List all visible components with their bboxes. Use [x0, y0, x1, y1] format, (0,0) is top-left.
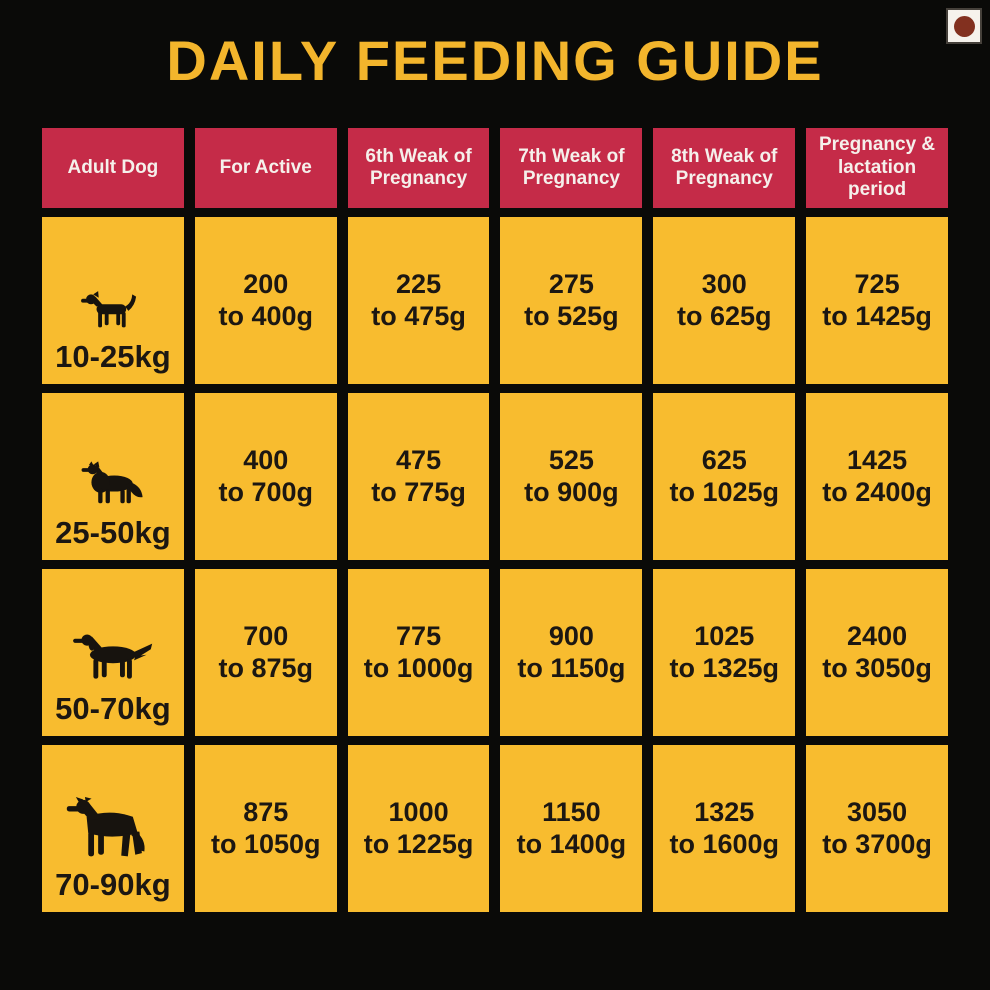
header-lactation: Pregnancy & lactation period [806, 128, 948, 208]
large-dog-icon [69, 631, 157, 687]
amount-range: to 700g [218, 476, 313, 507]
amount-value: 725 [854, 269, 900, 300]
amount-cell [806, 569, 948, 736]
header-for-active: For Active [195, 128, 337, 208]
amount-value: 400 [243, 445, 289, 476]
amount-cell [348, 393, 490, 560]
header-7th-week: 7th Weak of Pregnancy [500, 128, 642, 208]
amount-range: to 1150g [517, 652, 626, 683]
amount-cell [195, 569, 337, 736]
amount-cell [195, 393, 337, 560]
amount-range: to 1425g [822, 300, 932, 331]
weight-cell-50-70kg [42, 569, 184, 736]
page-title: DAILY FEEDING GUIDE [166, 29, 824, 92]
amount-value: 225 [396, 269, 442, 300]
amount-range: to 1600g [669, 828, 780, 859]
amount-value: 300 [701, 269, 747, 300]
header-8th-week: 8th Weak of Pregnancy [653, 128, 795, 208]
weight-label: 50-70kg [55, 691, 171, 726]
amount-range: to 1400g [516, 828, 627, 859]
weight-cell-25-50kg [42, 393, 184, 560]
amount-value: 625 [701, 445, 747, 476]
amount-cell [500, 569, 642, 736]
amount-range: to 1225g [363, 828, 474, 859]
non-veg-mark [946, 8, 982, 44]
amount-cell [806, 393, 948, 560]
amount-value: 1150 [542, 797, 601, 828]
amount-cell [348, 745, 490, 912]
amount-value: 875 [243, 797, 289, 828]
weight-cell-70-90kg [42, 745, 184, 912]
amount-range: to 1025g [669, 476, 780, 507]
amount-range: to 1000g [363, 652, 474, 683]
amount-cell [348, 569, 490, 736]
giant-dog-icon [61, 797, 165, 863]
amount-cell [348, 217, 490, 384]
header-6th-week: 6th Weak of Pregnancy [348, 128, 490, 208]
amount-value: 1425 [847, 445, 908, 476]
amount-cell [653, 745, 795, 912]
weight-cell-10-25kg [42, 217, 184, 384]
amount-range: to 775g [371, 476, 466, 507]
amount-value: 475 [396, 445, 442, 476]
weight-label: 10-25kg [55, 339, 171, 374]
feeding-guide-table [42, 128, 948, 912]
amount-cell [653, 217, 795, 384]
amount-range: to 1325g [669, 652, 780, 683]
amount-range: to 3050g [822, 652, 932, 683]
non-veg-dot-icon [954, 16, 975, 37]
amount-value: 775 [396, 621, 442, 652]
amount-value: 2400 [847, 621, 908, 652]
amount-range: to 875g [218, 652, 313, 683]
amount-range: to 625g [676, 300, 772, 331]
amount-range: to 1050g [210, 828, 321, 859]
amount-range: to 525g [524, 300, 619, 331]
amount-range: to 2400g [822, 476, 932, 507]
amount-value: 900 [548, 621, 594, 652]
amount-range: to 900g [524, 476, 619, 507]
amount-value: 275 [548, 269, 594, 300]
amount-cell [500, 217, 642, 384]
amount-cell [500, 745, 642, 912]
amount-value: 200 [243, 269, 289, 300]
amount-value: 3050 [847, 797, 908, 828]
amount-value: 1025 [694, 621, 755, 652]
amount-cell [806, 217, 948, 384]
small-dog-icon [80, 289, 146, 335]
weight-label: 70-90kg [55, 867, 171, 902]
amount-cell [195, 745, 337, 912]
amount-range: to 3700g [822, 828, 932, 859]
header-adult-dog: Adult Dog [42, 128, 184, 208]
amount-range: to 475g [371, 300, 466, 331]
amount-value: 1000 [388, 797, 449, 828]
amount-value: 1325 [694, 797, 755, 828]
amount-value: 525 [548, 445, 594, 476]
amount-cell [806, 745, 948, 912]
amount-cell [500, 393, 642, 560]
amount-cell [653, 393, 795, 560]
amount-cell [195, 217, 337, 384]
amount-value: 700 [243, 621, 289, 652]
amount-cell [653, 569, 795, 736]
weight-label: 25-50kg [55, 515, 171, 550]
medium-dog-icon [76, 461, 150, 511]
amount-range: to 400g [218, 300, 313, 331]
